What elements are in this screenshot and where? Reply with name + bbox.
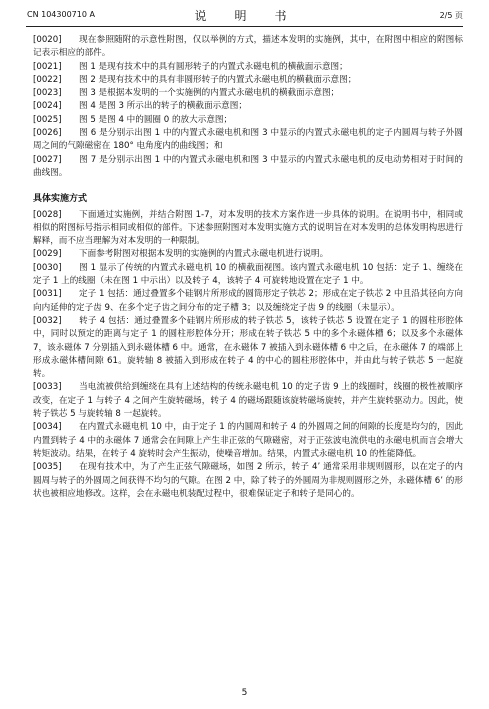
paragraph-number: [0026] xyxy=(33,128,62,139)
embodiment-paragraphs xyxy=(33,209,463,502)
paragraph xyxy=(33,154,463,181)
paragraph-text: 定子 1 包括：通过叠置多个硅钢片所形成的圆筒形定子铁芯 2；形成在定子铁芯 2 中且沿其径向方向向内延伸的定子齿 9、在多个定子齿之间分布的定子槽 3；以及缠绕定子齿 9 的线圈（未显示）。 xyxy=(33,289,463,313)
paragraph-number: [0025] xyxy=(33,114,62,125)
paragraph xyxy=(33,61,463,74)
paragraph-number: [0030] xyxy=(33,262,62,273)
paragraph xyxy=(33,381,463,421)
paragraph-text: 图 7 是分别示出图 1 中的内置式永磁电机和图 3 中显示的内置式永磁电机的反电动势相对于时间的曲线图。 xyxy=(33,154,463,178)
paragraph xyxy=(33,315,463,381)
paragraph xyxy=(33,288,463,315)
paragraph xyxy=(33,262,463,289)
paragraph-text: 现在参照随附的示意性附图，仅以举例的方式，描述本发明的实施例，其中，在附图中相应的附图标记表示相应的部件。 xyxy=(33,35,463,59)
paragraph-number: [0033] xyxy=(33,382,62,393)
paragraph-number: [0021] xyxy=(33,61,62,72)
paragraph-text: 图 2 是现有技术中的具有非圆形转子的内置式永磁电机的横截面示意图； xyxy=(79,74,357,85)
paragraph-number: [0024] xyxy=(33,101,62,112)
paragraph xyxy=(33,461,463,501)
patent-number: CN 104300710 A xyxy=(27,10,95,19)
paragraph-text: 下面参考附图对根据本发明的实施例的内置式永磁电机进行说明。 xyxy=(79,249,329,260)
paragraph-number: [0022] xyxy=(33,74,62,85)
paragraph-text: 下面通过实施例，并结合附图 1-7，对本发明的技术方案作进一步具体的说明。在说明书中，相同或相似的附图标号指示相同或相似的部件。下述参照附图对本发明实施方式的说明旨在对本发明的总体发明构思进行解释，而不应当理解为对本发明的一种限制。 xyxy=(33,209,463,247)
page-number: 5 xyxy=(241,688,248,698)
paragraph-text: 在内置式永磁电机 10 中，由于定子 1 的内圆周和转子 4 的外圆周之间的间隙的长度是均匀的，因此内置到转子 4 中的永磁体 7 通常会在间隙上产生非正弦的气隙磁密，对于正弦波电流供电的永磁电机而言会增大转矩波动。结果，在转子 4 旋转时会产生振动，使噪音增加。结果，内置式永磁电机 10 的性能降低。 xyxy=(33,422,463,459)
paragraph-number: [0020] xyxy=(33,35,62,45)
paragraph-text: 图 1 是现有技术中的具有圆形转子的内置式永磁电机的横截面示意图； xyxy=(79,61,348,72)
paragraph xyxy=(33,34,463,61)
paragraph-number: [0035] xyxy=(33,462,62,473)
paragraph-text: 图 3 是根据本发明的一个实施例的内置式永磁电机的横截面示意图； xyxy=(79,88,340,99)
paragraph-number: [0032] xyxy=(33,315,62,326)
paragraph-number: [0029] xyxy=(33,249,62,260)
figure-description-list xyxy=(33,34,463,180)
section-heading: 具体实施方式 xyxy=(33,194,88,205)
paragraph xyxy=(33,114,463,127)
paragraph-number: [0027] xyxy=(33,154,62,165)
paragraph xyxy=(33,209,463,249)
paragraph-text: 图 1 显示了传统的内置式永磁电机 10 的横截面视图。该内置式永磁电机 10 包括：定子 1、缠绕在定子 1 上的线圈（未在图 1 中示出）以及转子 4，该转子 4 可旋转地设置在定子 1 中。 xyxy=(33,262,463,287)
paragraph-text: 当电流被供给到缠绕在具有上述结构的传统永磁电机 10 的定子齿 9 上的线圈时，线圈的极性被顺序改变，在定子 1 与转子 4 之间产生旋转磁场，转子 4 的磁场跟随该旋转磁场旋转，并产生旋转驱动力。因此，使转子铁芯 5 与旋转轴 8 一起旋转。 xyxy=(33,382,463,420)
paragraph-text: 图 6 是分别示出图 1 中的内置式永磁电机和图 3 中显示的内置式永磁电机的定子内圆周与转子外圆周之间的气隙磁密在 180° 电角度内的曲线图；和 xyxy=(33,128,463,152)
header-rule xyxy=(26,26,463,27)
paragraph-text: 图 4 是图 3 所示出的转子的横截面示意图； xyxy=(79,101,247,112)
paragraph xyxy=(33,127,463,154)
paragraph-number: [0031] xyxy=(33,289,62,300)
paragraph xyxy=(33,87,463,100)
paragraph-text: 在现有技术中，为了产生正弦气隙磁场，如图 2 所示，转子 4’ 通常采用非规则圆形，以在定子的内圆周与转子的外圆周之间获得不均匀的气隙。在图 2 中，除了转子的外圆周为非规则圆形之外，永磁体槽 6’ 的形状也被相应地修改。这样，会在永磁电机装配过程中，很难保证定子和转子是同心的。 xyxy=(33,462,463,499)
paragraph-number: [0023] xyxy=(33,88,62,99)
paragraph-number: [0034] xyxy=(33,422,62,433)
paragraph xyxy=(33,74,463,87)
document-title: 说 明 书 xyxy=(194,9,295,23)
document-body xyxy=(33,34,463,501)
paragraph-text: 图 5 是图 4 中的圆圈 0 的放大示意图； xyxy=(79,114,233,125)
paragraph xyxy=(33,421,463,461)
paragraph-text: 转子 4 包括：通过叠置多个硅钢片所形成的转子铁芯 5，该转子铁芯 5 设置在定子 1 的圆柱形腔体中，同时以预定的距离与定子 1 的圆柱形腔体分开；形成在转子铁芯 5 中的多个永磁体槽 6；以及多个永磁体 7，该永磁体 7 分别插入到永磁体槽 6 中。通常，在永磁体 7 被插入到永磁体槽 6 中之后，在永磁体 7 的端部上形成永磁体槽间隙 61。旋转轴 8 被插入到形成在转子 4 的中心的圆柱形腔体中，并由此与转子铁芯 5 一起旋转。 xyxy=(33,315,463,380)
page-indicator: 2/5 页 xyxy=(439,11,463,20)
paragraph-number: [0028] xyxy=(33,209,62,220)
paragraph xyxy=(33,248,463,261)
paragraph xyxy=(33,100,463,113)
page-header xyxy=(0,0,489,24)
